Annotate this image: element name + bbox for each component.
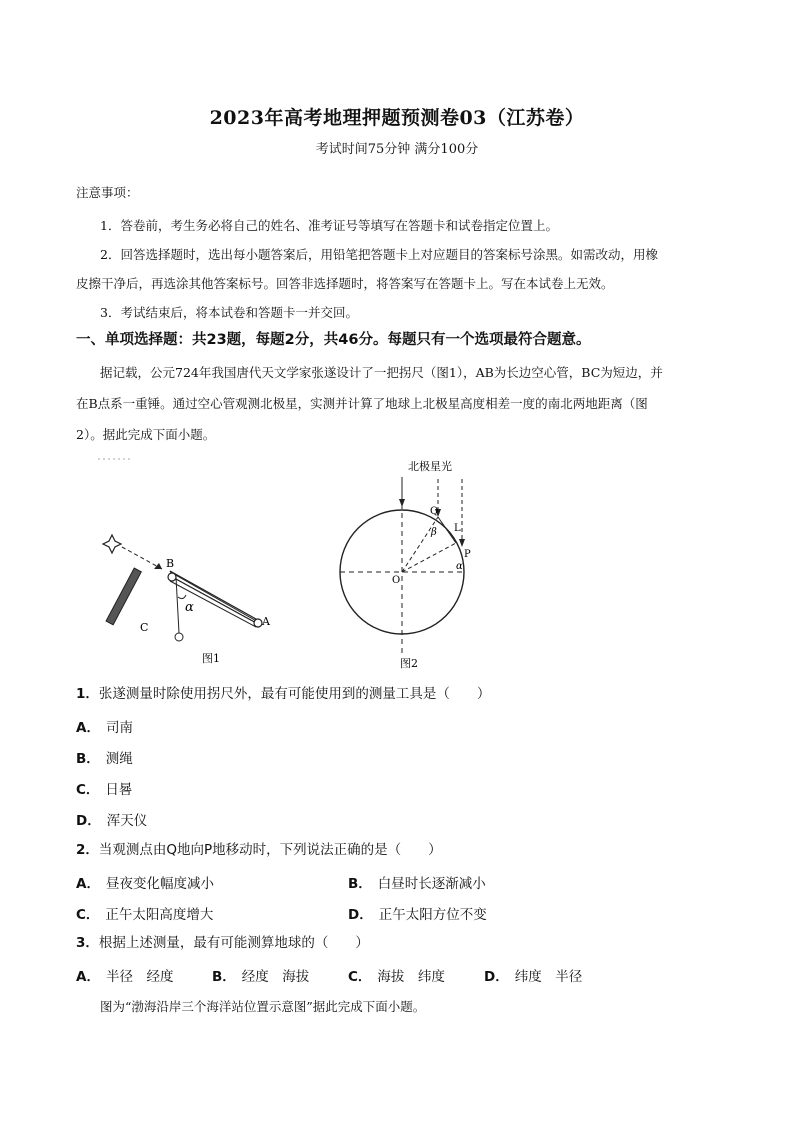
option-b[interactable]: B． 测绳 — [76, 751, 133, 767]
option-a[interactable]: A． 半径 经度 — [76, 969, 174, 985]
option-b[interactable]: B． 经度 海拔 — [212, 969, 310, 985]
point-q-label: Q — [430, 506, 439, 517]
angle-alpha-label: α — [456, 561, 463, 572]
question-number: 1． — [76, 686, 99, 702]
point-a-label: A — [262, 615, 270, 628]
exam-duration-score: 考试时间75分钟 满分100分 — [315, 142, 479, 157]
point-c-label: C — [140, 621, 149, 634]
question-3 — [76, 934, 726, 952]
notice-item: 2．回答选择题时，选出每小题答案后，用铅笔把答题卡上对应题目的答案标号涂黑。如需改动，用橡 — [100, 247, 658, 262]
angle-alpha-label: α — [185, 600, 194, 615]
option-c[interactable]: C． 海拔 纬度 — [348, 969, 445, 985]
angle-beta-label: β — [431, 527, 437, 538]
notice-item: 3．考试结束后，将本试卷和答题卡一并交回。 — [100, 305, 358, 320]
polaris-light-label: 北极星光 — [408, 460, 452, 473]
question-text: 张遂测量时除使用拐尺外，最有可能使用到的测量工具是（ ） — [98, 686, 491, 702]
passage-text: 在B点系一重锤。通过空心管观测北极星，实测并计算了地球上北极星高度相差一度的南北两地距离（图 — [76, 396, 648, 411]
passage-text: 据记载，公元724年我国唐代天文学家张遂设计了一把拐尺（图1），AB为长边空心管，BC为短边，并 — [100, 365, 663, 380]
option-a[interactable]: A． 昼夜变化幅度减小 — [76, 876, 214, 892]
option-d[interactable]: D． 正午太阳方位不变 — [348, 907, 487, 923]
passage-text: 2）。据此完成下面小题。 — [76, 427, 216, 442]
point-p-label: P — [464, 549, 471, 560]
next-passage-intro: 图为“渤海沿岸三个海洋站位置示意图”据此完成下面小题。 — [100, 999, 426, 1014]
center-o-label: O — [392, 575, 401, 586]
option-a[interactable]: A． 司南 — [76, 720, 133, 736]
option-d[interactable]: D． 纬度 半径 — [484, 969, 583, 985]
figure-2-caption: 图2 — [400, 657, 418, 670]
figure-1-caption: 图1 — [202, 652, 220, 665]
section-heading: 一、单项选择题：共23题，每题2分，共46分。每题只有一个选项最符合题意。 — [76, 332, 591, 348]
figure-2-earth-diagram — [330, 455, 510, 670]
arc-l-label: L — [454, 523, 461, 534]
notice-item: 1．答卷前，考生务必将自己的姓名、准考证号等填写在答题卡和试卷指定位置上。 — [100, 218, 558, 233]
question-2 — [76, 841, 726, 859]
notice-item: 皮擦干净后，再选涂其他答案标号。回答非选择题时，将答案写在答题卡上。写在本试卷上无效。 — [76, 276, 614, 291]
question-number: 2． — [76, 842, 99, 858]
question-text: 根据上述测量，最有可能测算地球的（ ） — [98, 935, 369, 951]
figure-1-ruler-diagram — [90, 455, 290, 670]
notice-heading: 注意事项： — [76, 185, 139, 200]
question-number: 3． — [76, 935, 99, 951]
option-c[interactable]: C． 日晷 — [76, 782, 133, 798]
question-text: 当观测点由Q地向P地移动时，下列说法正确的是（ ） — [98, 842, 442, 858]
point-b-label: B — [166, 557, 175, 570]
page-title: 2023年高考地理押题预测卷03（江苏卷） — [209, 107, 585, 129]
option-d[interactable]: D． 浑天仪 — [76, 813, 148, 829]
star-icon — [103, 535, 121, 553]
question-1 — [76, 685, 726, 703]
option-b[interactable]: B． 白昼时长逐渐减小 — [348, 876, 486, 892]
option-c[interactable]: C． 正午太阳高度增大 — [76, 907, 214, 923]
